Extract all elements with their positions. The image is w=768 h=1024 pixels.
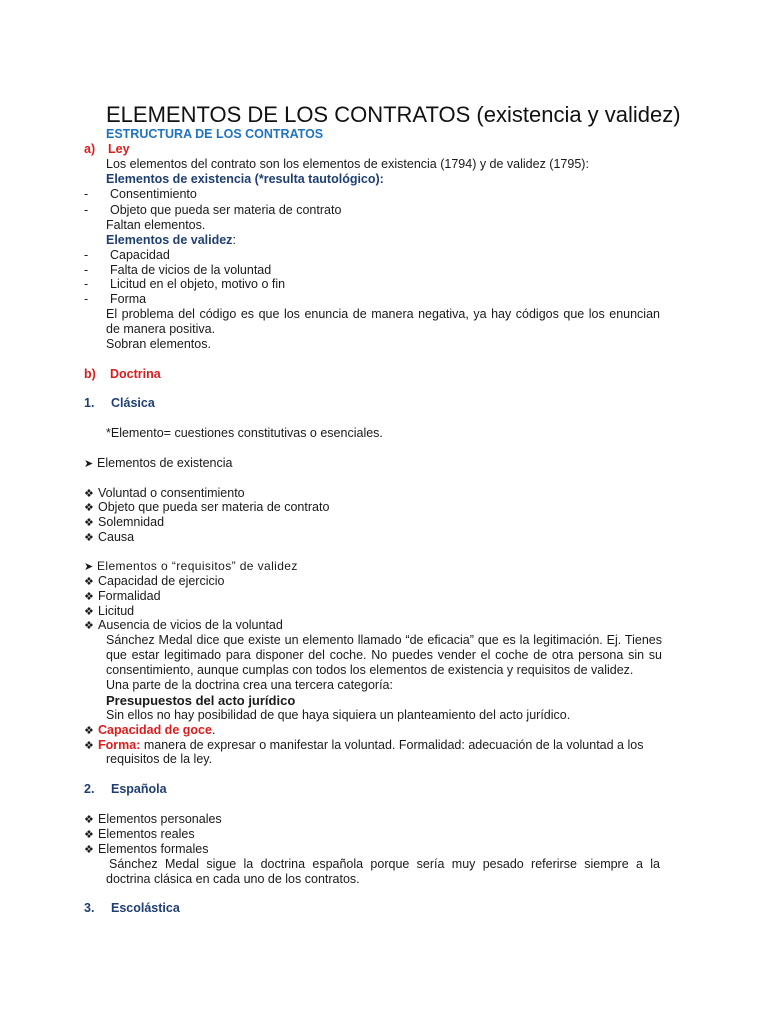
list-item: ❖ Solemnidad [84, 515, 165, 529]
validez-heading: Elementos de validez: [106, 233, 236, 247]
forma-text-cont: requisitos de la ley. [106, 752, 213, 766]
dash-bullet: - [84, 277, 89, 291]
list-item: - Licitud en el objeto, motivo o fin [84, 277, 286, 291]
sobran-text: Sobran elementos. [106, 337, 211, 351]
diamond-bullet-icon: ❖ [84, 814, 94, 826]
diamond-bullet-icon: ❖ [84, 532, 94, 544]
page-title: ELEMENTOS DE LOS CONTRATOS (existencia y validez) [106, 102, 681, 127]
section-b-label: b) [84, 367, 96, 381]
dash-bullet: - [84, 263, 89, 277]
diamond-bullet-icon: ❖ [84, 591, 94, 603]
list-item: ❖ Voluntad o consentimiento [84, 486, 245, 500]
list-item: ❖ Objeto que pueda ser materia de contrato [84, 500, 330, 514]
diamond-bullet-icon: ❖ [84, 740, 94, 752]
diamond-bullet-icon: ❖ [84, 725, 94, 737]
elemento-definition: *Elemento= cuestiones constitutivas o esenciales. [106, 426, 383, 440]
list-item: - Forma [84, 292, 147, 306]
ley-intro: Los elementos del contrato son los elementos de existencia (1794) y de validez (1795): [106, 157, 589, 171]
list-item: ❖ Capacidad de goce. [84, 723, 216, 737]
existencia-list-heading: ➤ Elementos de existencia [84, 456, 233, 470]
medal-paragraph-line: Sánchez Medal dice que existe un elemento llamado “de eficacia” que es la legitimación. Ej. Tienes [106, 633, 662, 647]
espanola-paragraph-line: doctrina clásica en cada uno de los contratos. [106, 872, 360, 886]
section-b-title: Doctrina [110, 367, 161, 381]
validez-list-heading: ➤ Elementos o “requisitos” de validez [84, 559, 298, 573]
list-item: ❖ Elementos personales [84, 812, 222, 826]
list-item: ❖ Elementos reales [84, 827, 195, 841]
list-item: ❖ Causa [84, 530, 135, 544]
diamond-bullet-icon: ❖ [84, 488, 94, 500]
diamond-bullet-icon: ❖ [84, 829, 94, 841]
espanola-paragraph-line: Sánchez Medal sigue la doctrina española porque sería muy pesado referirse siempre a la [109, 857, 660, 871]
list-item: ❖ Licitud [84, 604, 135, 618]
dash-bullet: - [84, 292, 89, 306]
list-item: - Objeto que pueda ser materia de contrato [84, 203, 342, 217]
espanola-num: 2. [84, 782, 95, 796]
presupuestos-heading: Presupuestos del acto jurídico [106, 693, 296, 708]
subtitle: ESTRUCTURA DE LOS CONTRATOS [106, 127, 324, 141]
dash-bullet: - [84, 187, 89, 201]
diamond-bullet-icon: ❖ [84, 620, 94, 632]
list-item: ❖ Ausencia de vicios de la voluntad [84, 618, 283, 632]
escolastica-title: Escolástica [111, 901, 180, 915]
diamond-bullet-icon: ❖ [84, 517, 94, 529]
section-a-title: Ley [108, 142, 130, 156]
problema-text-cont: de manera positiva. [106, 322, 216, 336]
list-item: - Capacidad [84, 248, 170, 262]
escolastica-num: 3. [84, 901, 95, 915]
dash-bullet: - [84, 248, 89, 262]
diamond-bullet-icon: ❖ [84, 576, 94, 588]
list-item: - Consentimiento [84, 187, 197, 201]
diamond-bullet-icon: ❖ [84, 844, 94, 856]
diamond-bullet-icon: ❖ [84, 502, 94, 514]
problema-text: El problema del código es que los enuncia de manera negativa, ya hay códigos que los enuncian [106, 307, 660, 321]
list-item: ❖ Capacidad de ejercicio [84, 574, 225, 588]
medal-paragraph-line: que estar legitimado para disponer del coche. No puedes vender el coche de otra persona sin su [106, 648, 662, 662]
diamond-bullet-icon: ❖ [84, 606, 94, 618]
section-a-label: a) [84, 142, 96, 156]
list-item: - Falta de vicios de la voluntad [84, 263, 272, 277]
tercera-categoria: Una parte de la doctrina crea una tercera categoría: [106, 678, 393, 692]
list-item: ❖ Formalidad [84, 589, 161, 603]
arrow-bullet-icon: ➤ [84, 561, 94, 573]
clasica-num: 1. [84, 396, 95, 410]
clasica-title: Clásica [111, 396, 155, 410]
list-item: ❖ Elementos formales [84, 842, 209, 856]
espanola-title: Española [111, 782, 167, 796]
arrow-bullet-icon: ➤ [84, 458, 94, 470]
dash-bullet: - [84, 203, 89, 217]
list-item: ❖ Forma: manera de expresar o manifestar la voluntad. Formalidad: adecuación de la voluntad a los [84, 738, 644, 752]
medal-paragraph-line: consentimiento, aunque cumplas con todos los elementos de existencia y requisitos de validez. [106, 663, 634, 677]
faltan-text: Faltan elementos. [106, 218, 206, 232]
sin-ellos-text: Sin ellos no hay posibilidad de que haya siquiera un planteamiento del acto jurídico. [106, 708, 571, 722]
existencia-heading: Elementos de existencia (*resulta tautológico): [106, 172, 384, 186]
